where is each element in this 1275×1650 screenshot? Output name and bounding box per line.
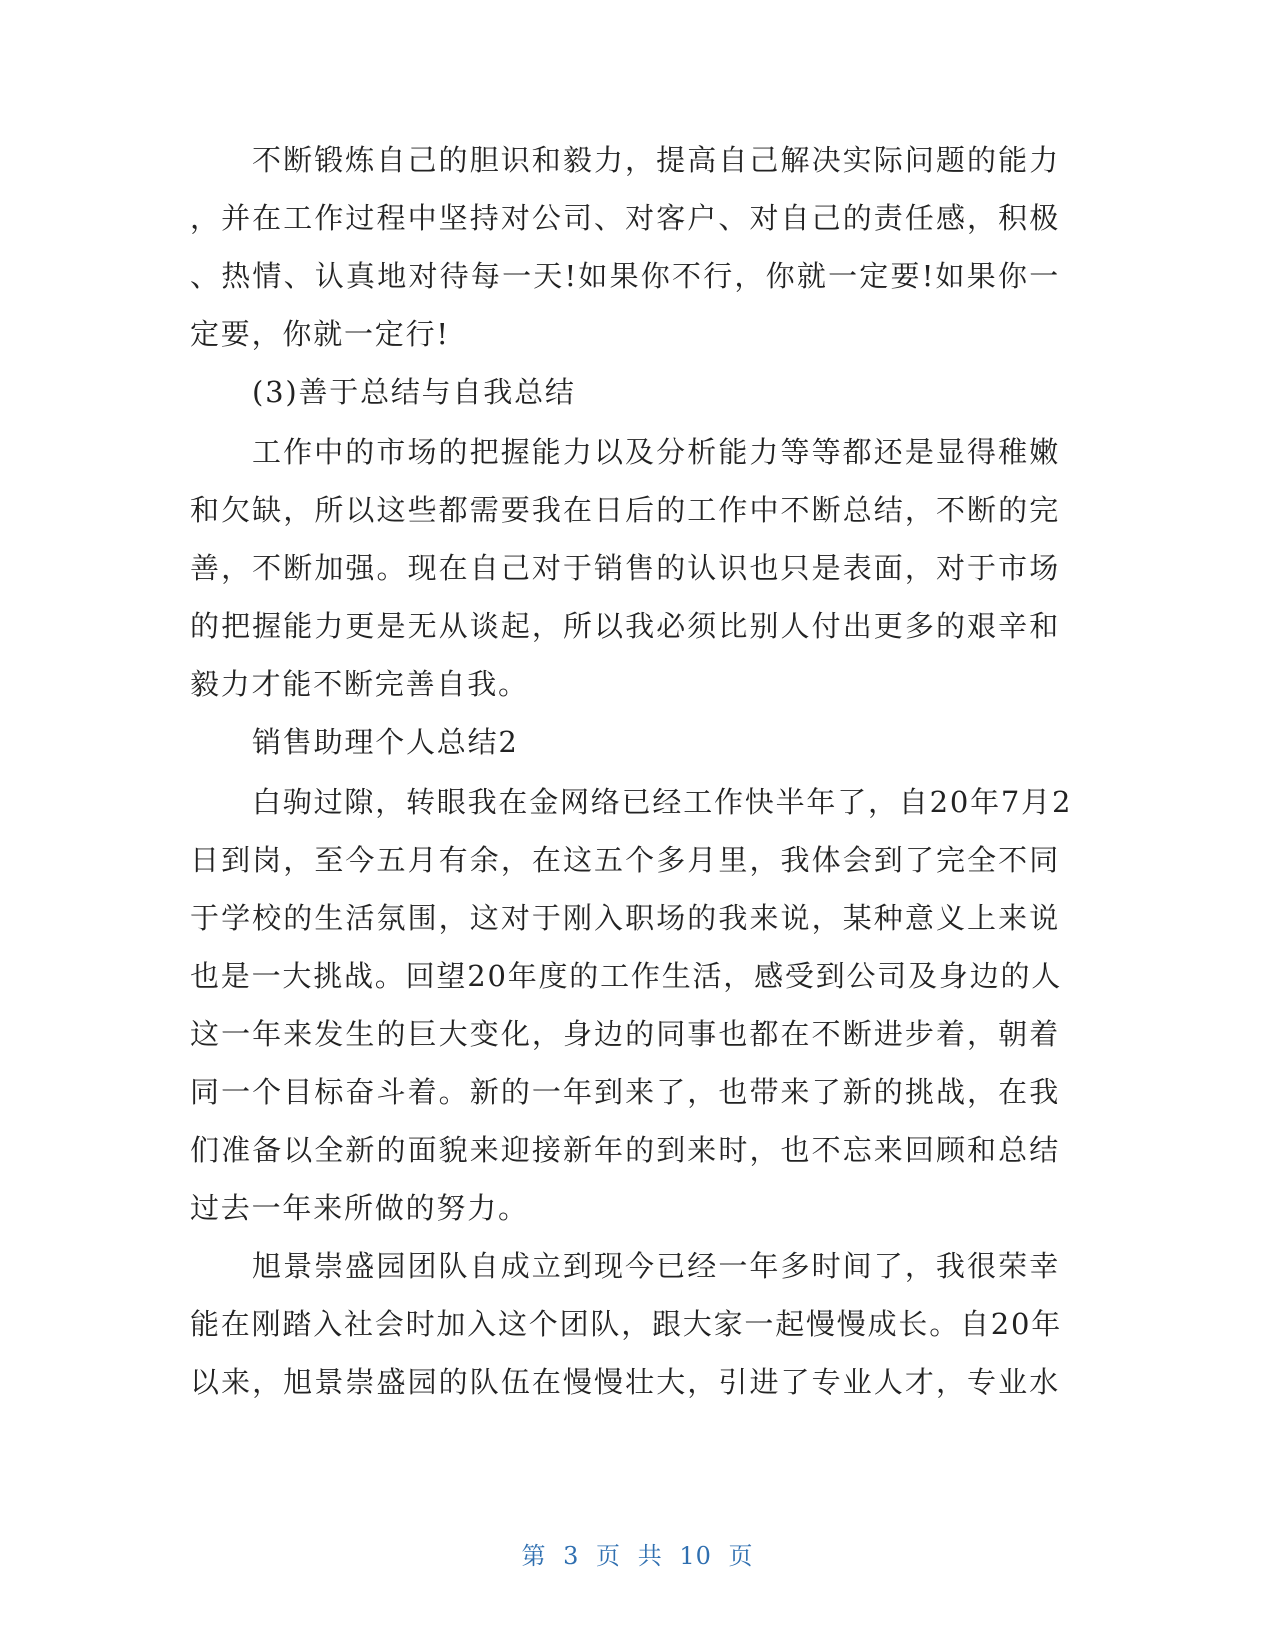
text-line: 不断锻炼自己的胆识和毅力，提高自己解决实际问题的能力 — [252, 143, 1060, 177]
text-line: 定要，你就一定行! — [190, 317, 450, 351]
footer-total-pages: 10 — [679, 1542, 712, 1570]
text-line: 过去一年来所做的努力。 — [190, 1191, 529, 1225]
page-footer — [0, 1536, 1275, 1571]
footer-total-word: 共 — [637, 1542, 663, 1570]
text-line: 以来，旭景崇盛园的队伍在慢慢壮大，引进了专业人才，专业水 — [190, 1365, 1060, 1399]
footer-page-number: 3 — [563, 1542, 580, 1570]
text-line: 同一个目标奋斗着。新的一年到来了，也带来了新的挑战，在我 — [190, 1075, 1060, 1109]
text-line: 也是一大挑战。回望20年度的工作生活，感受到公司及身边的人 — [190, 959, 1063, 993]
text-line: 白驹过隙，转眼我在金网络已经工作快半年了，自20年7月2 — [252, 785, 1073, 819]
footer-suffix: 页 — [728, 1542, 754, 1570]
text-line: 、热情、认真地对待每一天!如果你不行，你就一定要!如果你一 — [190, 259, 1060, 293]
footer-prefix: 第 — [521, 1542, 547, 1570]
text-line: ，并在工作过程中坚持对公司、对客户、对自己的责任感，积极 — [190, 201, 1060, 235]
text-line: 和欠缺，所以这些都需要我在日后的工作中不断总结，不断的完 — [190, 493, 1060, 527]
text-line: 这一年来发生的巨大变化，身边的同事也都在不断进步着，朝着 — [190, 1017, 1060, 1051]
text-line: 们准备以全新的面貌来迎接新年的到来时，也不忘来回顾和总结 — [190, 1133, 1060, 1167]
section-heading: 销售助理个人总结2 — [252, 725, 519, 759]
text-line: 善，不断加强。现在自己对于销售的认识也只是表面，对于市场 — [190, 551, 1060, 585]
text-line: 于学校的生活氛围，这对于刚入职场的我来说，某种意义上来说 — [190, 901, 1060, 935]
text-line: 旭景崇盛园团队自成立到现今已经一年多时间了，我很荣幸 — [252, 1249, 1060, 1283]
text-line: 能在刚踏入社会时加入这个团队，跟大家一起慢慢成长。自20年 — [190, 1307, 1063, 1341]
text-line: 毅力才能不断完善自我。 — [190, 667, 529, 701]
text-line: 工作中的市场的把握能力以及分析能力等等都还是显得稚嫩 — [252, 435, 1060, 469]
text-line: 日到岗，至今五月有余，在这五个多月里，我体会到了完全不同 — [190, 843, 1060, 877]
section-heading: (3)善于总结与自我总结 — [252, 375, 576, 409]
text-line: 的把握能力更是无从谈起，所以我必须比别人付出更多的艰辛和 — [190, 609, 1060, 643]
footer-page-word: 页 — [596, 1542, 622, 1570]
